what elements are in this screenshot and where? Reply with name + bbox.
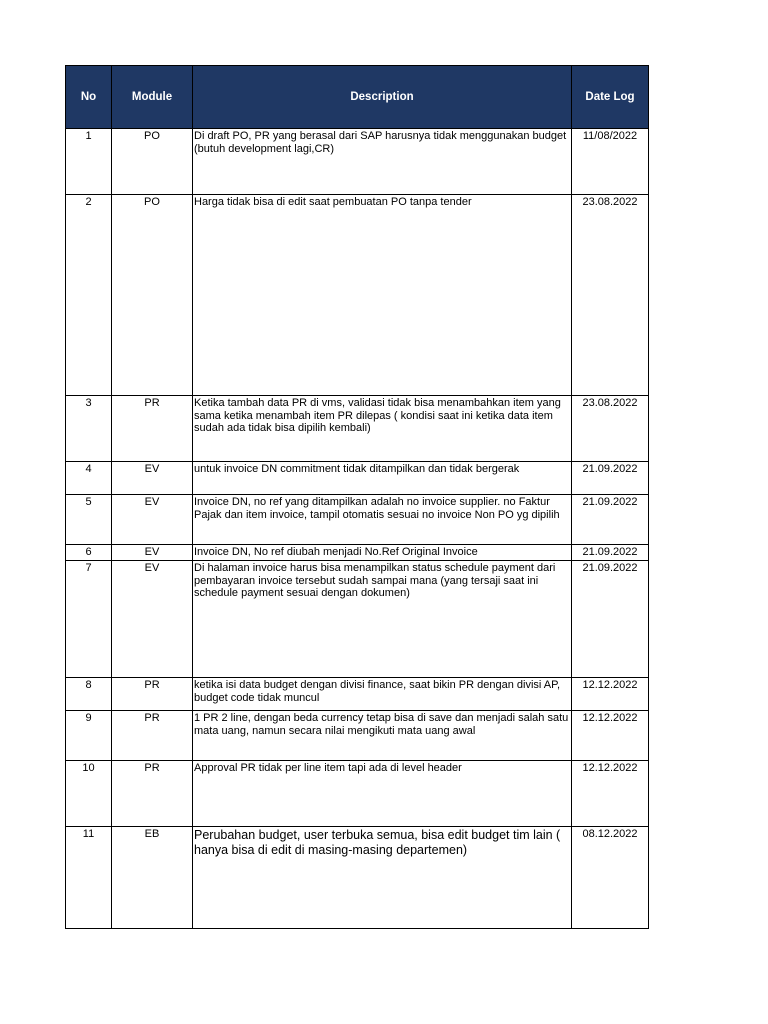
cell-no: 10: [66, 761, 112, 827]
table-row: [66, 195, 649, 396]
table-row: [66, 678, 649, 711]
table-row: [66, 561, 649, 678]
table-row: [66, 827, 649, 929]
cell-date: 12.12.2022: [572, 711, 649, 761]
cell-module: EV: [112, 561, 193, 678]
cell-description: untuk invoice DN commitment tidak ditampilkan dan tidak bergerak: [193, 462, 572, 495]
issue-log-table: [65, 65, 649, 929]
cell-module: PR: [112, 396, 193, 462]
cell-description: ketika isi data budget dengan divisi finance, saat bikin PR dengan divisi AP, budget code tidak muncul: [193, 678, 572, 711]
table-row: [66, 545, 649, 561]
table-row: [66, 495, 649, 545]
cell-module: PO: [112, 129, 193, 195]
cell-description: Perubahan budget, user terbuka semua, bisa edit budget tim lain ( hanya bisa di edit di masing-masing departemen): [193, 827, 572, 929]
table-row: [66, 761, 649, 827]
cell-description: Di halaman invoice harus bisa menampilkan status schedule payment dari pembayaran invoice tersebut sudah sampai mana (yang tersaji saat ini schedule payment sesuai dengan dokumen): [193, 561, 572, 678]
cell-module: EB: [112, 827, 193, 929]
cell-module: PO: [112, 195, 193, 396]
cell-description: Ketika tambah data PR di vms, validasi tidak bisa menambahkan item yang sama ketika menambah item PR dilepas ( kondisi saat ini ketika data item sudah ada tidak bisa dipilih kembali): [193, 396, 572, 462]
cell-no: 9: [66, 711, 112, 761]
cell-no: 3: [66, 396, 112, 462]
cell-date: 23.08.2022: [572, 396, 649, 462]
header-no: No: [66, 66, 112, 129]
cell-date: 21.09.2022: [572, 462, 649, 495]
cell-no: 5: [66, 495, 112, 545]
cell-date: 21.09.2022: [572, 545, 649, 561]
header-row: [66, 66, 649, 129]
cell-no: 11: [66, 827, 112, 929]
cell-date: 21.09.2022: [572, 561, 649, 678]
cell-module: EV: [112, 545, 193, 561]
cell-no: 8: [66, 678, 112, 711]
cell-date: 21.09.2022: [572, 495, 649, 545]
cell-no: 1: [66, 129, 112, 195]
cell-module: EV: [112, 462, 193, 495]
cell-description: Approval PR tidak per line item tapi ada di level header: [193, 761, 572, 827]
cell-description: Di draft PO, PR yang berasal dari SAP harusnya tidak menggunakan budget (butuh development lagi,CR): [193, 129, 572, 195]
cell-date: 12.12.2022: [572, 678, 649, 711]
header-module: Module: [112, 66, 193, 129]
cell-module: PR: [112, 678, 193, 711]
cell-no: 7: [66, 561, 112, 678]
cell-no: 4: [66, 462, 112, 495]
cell-description: Invoice DN, no ref yang ditampilkan adalah no invoice supplier. no Faktur Pajak dan item invoice, tampil otomatis sesuai no invoice Non PO yg dipilih: [193, 495, 572, 545]
cell-module: PR: [112, 711, 193, 761]
cell-description: Harga tidak bisa di edit saat pembuatan PO tanpa tender: [193, 195, 572, 396]
cell-no: 2: [66, 195, 112, 396]
cell-description: Invoice DN, No ref diubah menjadi No.Ref Original Invoice: [193, 545, 572, 561]
table-row: [66, 462, 649, 495]
cell-module: EV: [112, 495, 193, 545]
table-row: [66, 396, 649, 462]
header-description: Description: [193, 66, 572, 129]
cell-no: 6: [66, 545, 112, 561]
cell-date: 08.12.2022: [572, 827, 649, 929]
cell-date: 12.12.2022: [572, 761, 649, 827]
cell-description: 1 PR 2 line, dengan beda currency tetap bisa di save dan menjadi salah satu mata uang, namun secara nilai mengikuti mata uang awal: [193, 711, 572, 761]
cell-date: 11/08/2022: [572, 129, 649, 195]
cell-date: 23.08.2022: [572, 195, 649, 396]
cell-module: PR: [112, 761, 193, 827]
header-date-log: Date Log: [572, 66, 649, 129]
table-row: [66, 129, 649, 195]
table-row: [66, 711, 649, 761]
